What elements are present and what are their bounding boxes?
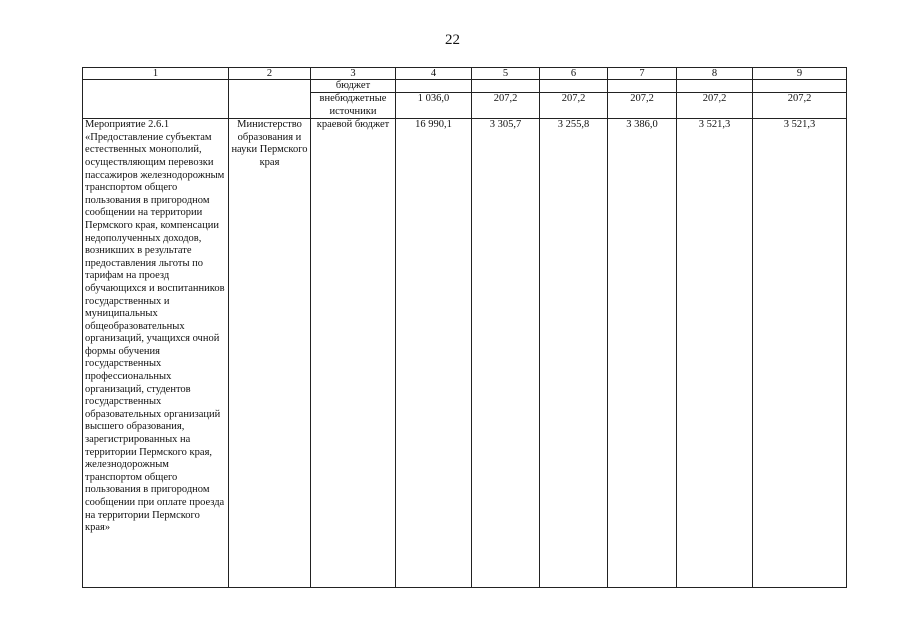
executor-cell: Министерство образования и науки Пермского края xyxy=(229,119,311,588)
funding-source-cell: краевой бюджет xyxy=(311,119,396,588)
value-cell: 1 036,0 xyxy=(396,93,472,119)
value-cell: 3 255,8 xyxy=(540,119,608,588)
value-cell: 3 305,7 xyxy=(472,119,540,588)
value-cell: 207,2 xyxy=(540,93,608,119)
table-row xyxy=(83,80,847,93)
empty-cell xyxy=(229,80,311,119)
empty-cell xyxy=(396,80,472,93)
column-number: 7 xyxy=(608,68,677,80)
empty-cell xyxy=(608,80,677,93)
empty-cell xyxy=(83,80,229,119)
empty-cell xyxy=(540,80,608,93)
value-cell: 207,2 xyxy=(753,93,847,119)
empty-cell xyxy=(472,80,540,93)
value-cell: 207,2 xyxy=(472,93,540,119)
column-number: 4 xyxy=(396,68,472,80)
value-cell: 3 386,0 xyxy=(608,119,677,588)
column-number: 2 xyxy=(229,68,311,80)
empty-cell xyxy=(677,80,753,93)
value-cell: 207,2 xyxy=(608,93,677,119)
column-number: 3 xyxy=(311,68,396,80)
value-cell: 16 990,1 xyxy=(396,119,472,588)
column-number: 6 xyxy=(540,68,608,80)
value-cell: 3 521,3 xyxy=(677,119,753,588)
column-number: 5 xyxy=(472,68,540,80)
value-cell: 3 521,3 xyxy=(753,119,847,588)
funding-source-cell: бюджет xyxy=(311,80,396,93)
empty-cell xyxy=(753,80,847,93)
budget-table xyxy=(82,67,847,588)
page-number: 22 xyxy=(445,32,460,48)
column-number: 1 xyxy=(83,68,229,80)
header-row xyxy=(83,68,847,80)
funding-source-cell: внебюджетные источники xyxy=(311,93,396,119)
column-number: 9 xyxy=(753,68,847,80)
event-description-cell: Мероприятие 2.6.1 «Предоставление субъектам естественных монополий, осуществляющим перевозки пассажиров железнодорожным транспортом общего пользования в пригородном сообщении на территории Пермского края, компенсации недополученных доходов, возникших в результате предоставления льготы по тарифам на проезд обучающихся и воспитанников государственных и муниципальных общеобразовательных организаций, учащихся очной формы обучения государственных профессиональных организаций, студентов государственных образовательных организаций высшего образования, зарегистрированных на территории Пермского края, железнодорожным транспортом общего пользования в пригородном сообщении при оплате проезда на территории Пермского края» xyxy=(83,119,229,588)
column-number: 8 xyxy=(677,68,753,80)
value-cell: 207,2 xyxy=(677,93,753,119)
table-row xyxy=(83,119,847,588)
